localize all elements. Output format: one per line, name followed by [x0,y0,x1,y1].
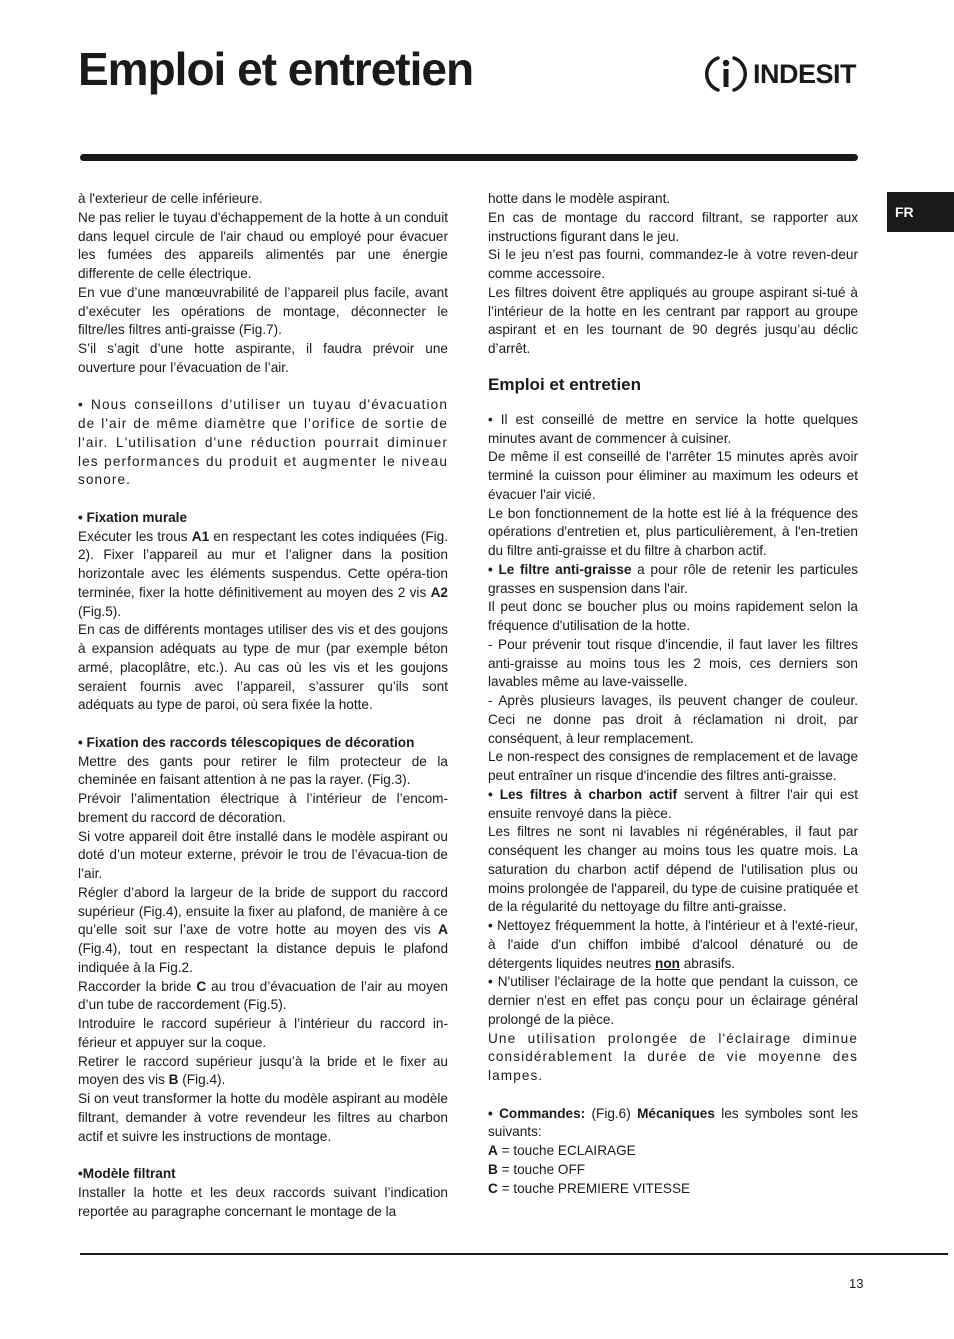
paragraph: Prévoir l’alimentation électrique à l’intérieur de l’encom-brement du raccord de décoration. [78,791,448,825]
page-title: Emploi et entretien [78,43,474,95]
paragraph: à l'exterieur de celle inférieure. [78,191,263,206]
page-number: 13 [849,1276,864,1291]
paragraph: - Pour prévenir tout risque d'incendie, il faut laver les filtres anti-graisse au moins tous les 2 mois, ces derniers son lavables même au lave-vaisselle. [488,636,858,690]
filter-model-heading: •Modèle filtrant [78,1166,176,1181]
paragraph: Les filtres doivent être appliqués au groupe aspirant si-tué à l’intérieur de la hotte en les centrant par rapport au groupe aspirant et en les tournant de 90 degrés jusqu’au déclic d’arrêt. [488,284,858,356]
paragraph: Retirer le raccord supérieur jusqu’à la bride et le fixer au moyen des vis B (Fig.4). [78,1053,448,1088]
paragraph: Régler d’abord la largeur de la bride de support du raccord supérieur (Fig.4), ensuite la fixer au plafond, de manière à ce qu’elle soit sur l’axe de votre hotte au moyen des vis A (Fig.4), tout en respectant la distance depuis le plafond indiquée à la Fig.2. [78,884,448,975]
paragraph: • Il est conseillé de mettre en service la hotte quelques minutes avant de commencer à cuisiner. [488,411,858,446]
paragraph: Les filtres ne sont ni lavables ni régénérables, il faut par conséquent les changer au moins tous les quatre mois. La saturation du charbon actif dépend de l'utilisation plus ou moins prolongée de l'appareil, du type de cuisine pratiquée et de la régularité du nettoyage du filtre anti-graisse. [488,824,858,915]
right-column [488,190,858,1198]
paragraph: - Après plusieurs lavages, ils peuvent changer de couleur. Ceci ne donne pas droit à réclamation ni droit, par conséquent, à leur remplacement. [488,693,858,746]
paragraph: En cas de montage du raccord filtrant, se rapporter aux instructions figurant dans le jeu. [488,209,858,244]
paragraph: Si votre appareil doit être installé dans le modèle aspirant ou doté d’un moteur externe, prévoir le trou de l’évacua-tion de l’air. [78,828,448,881]
paragraph: Installer la hotte et les deux raccords suivant l’indication reportée au paragraphe concernant le montage de la [78,1184,448,1219]
paragraph: Si on veut transformer la hotte du modèle aspirant au modèle filtrant, demander à votre revendeur les filtres au charbon actif et suivre les instructions de montage. [78,1091,448,1144]
brand-logo [704,52,856,96]
paragraph: • Les filtres à charbon actif servent à filtrer l'air qui est ensuite renvoyé dans la pièce. [488,786,858,821]
controls-intro: • Commandes: (Fig.6) Mécaniques les symboles sont les suivants: [488,1105,858,1140]
paragraph: • Le filtre anti-graisse a pour rôle de retenir les particules grasses en suspension dans l'air. [488,561,858,596]
wall-fixing-heading: • Fixation murale [78,509,188,525]
paragraph: S’il s’agit d’une hotte aspirante, il faudra prévoir une ouverture pour l’évacuation de l’air. [78,341,448,375]
telescopic-heading: • Fixation des raccords télescopiques de décoration [78,734,415,750]
paragraph: Le non-respect des consignes de remplacement et de lavage peut entraîner un risque d'incendie des filtres anti-graisse. [488,749,858,783]
control-item: C = touche PREMIERE VITESSE [488,1180,691,1196]
left-column [78,190,448,1221]
language-tab: FR [887,192,954,232]
paragraph: Exécuter les trous A1 en respectant les cotes indiquées (Fig. 2). Fixer l’appareil au mur et l’aligner dans la position horizontale avec les éléments suspendus. Cette opéra-tion terminée, fixer la hotte définitivement au moyen des 2 vis A2 (Fig.5). [78,528,448,619]
paragraph: hotte dans le modèle aspirant. [488,191,671,206]
paragraph: • Nous conseillons d'utiliser un tuyau d'évacuation de l'air de même diamètre que l'orifice de sortie de l'air. L'utilisation d'une réduction pourrait diminuer les performances du produit et augmenter le niveau sonore. [78,397,448,488]
paragraph: En vue d’une manœuvrabilité de l’appareil plus facile, avant d’exécuter les opérations de montage, déconnecter le filtre/les filtres anti-graisse (Fig.7). [78,284,448,338]
paragraph: • Nettoyez fréquemment la hotte, à l'intérieur et à l'exté-rieur, à l'aide d'un chiffon imbibé d'alcool dénaturé ou de détergents liquides neutres non abrasifs. [488,918,858,971]
paragraph: De même il est conseillé de l'arrêter 15 minutes après avoir terminé la cuisson pour éliminer au maximum les odeurs et évacuer l'air vicié. [488,449,858,502]
indesit-logo-icon [704,52,748,96]
paragraph: Si le jeu n’est pas fourni, commandez-le à votre reven-deur comme accessoire. [488,247,858,281]
footer-rule [80,1253,948,1255]
paragraph: Raccorder la bride C au trou d’évacuation de l’air au moyen d’un tube de raccordement (Fig.5). [78,978,448,1013]
control-item: B = touche OFF [488,1161,586,1177]
paragraph: • N'utiliser l'éclairage de la hotte que pendant la cuisson, ce dernier n'est en effet pas conçu pour un éclairage général prolongé de la pièce. [488,974,858,1027]
paragraph: Le bon fonctionnement de la hotte est lié à la fréquence des opérations d'entretien et, plus particulièrement, à l'en-tretien du filtre anti-graisse et du filtre à charbon actif. [488,505,858,558]
paragraph: Ne pas relier le tuyau d'échappement de la hotte à un conduit dans lequel circule de l'air chaud ou employé pour évacuer les fumées des appareils alimentés par une énergie differente de celle électrique. [78,209,448,281]
paragraph: Il peut donc se boucher plus ou moins rapidement selon la fréquence d'utilisation de la hotte. [488,599,858,633]
section-heading: Emploi et entretien [488,374,642,394]
paragraph: Une utilisation prolongée de l'éclairage diminue considérablement la durée de vie moyenne des lampes. [488,1030,858,1083]
control-item: A = touche ECLAIRAGE [488,1143,636,1158]
paragraph: Mettre des gants pour retirer le film protecteur de la cheminée en faisant attention à ne pas la rayer. (Fig.3). [78,753,448,788]
brand-name: INDESIT [753,58,857,89]
header-rule [80,154,858,161]
paragraph: En cas de différents montages utiliser des vis et des goujons à expansion adéquats au type de mur (par exemple béton armé, placoplâtre, etc.). Au cas où les vis et les goujons seraient fournis avec l’appareil, s’assurer qu’ils sont adéquats au type de paroi, où sera fixée la hotte. [78,622,448,713]
paragraph: Introduire le raccord supérieur à l’intérieur du raccord in-férieur et appuyer sur la coque. [78,1016,448,1050]
